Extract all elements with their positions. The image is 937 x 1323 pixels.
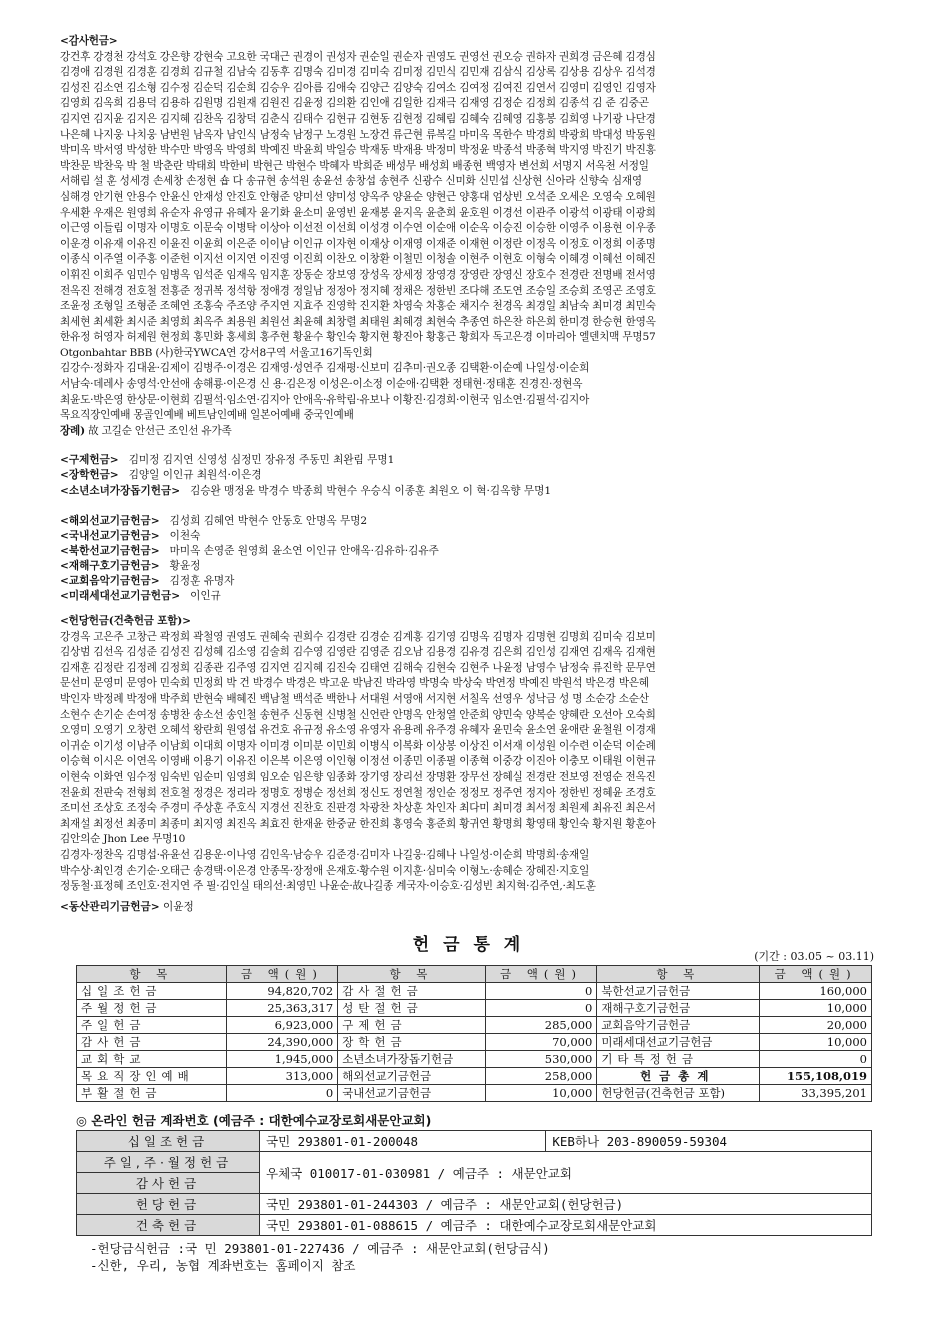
funeral-row xyxy=(60,424,880,440)
stats-header-row xyxy=(77,966,872,983)
offering-names: 이인규 xyxy=(190,590,221,602)
offering-row xyxy=(60,468,262,483)
offering-row xyxy=(60,544,439,559)
names-line: 최재설 최정선 최종미 최종미 최지영 최진옥 최효진 한재윤 한중균 한진희 홍영숙 홍준희 황귀연 황명희 황영태 황인숙 황지원 황훈아 xyxy=(60,817,656,830)
building-names-list xyxy=(60,630,880,895)
stats-item-amount: 258,000 xyxy=(485,1068,597,1085)
stats-row xyxy=(77,1085,872,1102)
section-header: <감사헌금> xyxy=(60,35,118,47)
offering-row xyxy=(60,514,367,529)
offering-label: <해외선교기금헌금> xyxy=(60,515,160,527)
account-row xyxy=(77,1215,872,1236)
building-offering-section xyxy=(60,614,880,895)
account-category: 십일조헌금 xyxy=(77,1131,260,1152)
offering-label: <미래세대선교기금헌금> xyxy=(60,590,181,602)
account-row xyxy=(77,1152,872,1173)
account-number: KEB하나 203-890059-59304 xyxy=(546,1131,872,1152)
offering-row xyxy=(60,559,200,574)
stats-item-label: 감사절헌금 xyxy=(338,983,485,1000)
account-number: 우체국 010017-01-030981 / 예금주 : 새문안교회 xyxy=(260,1152,872,1194)
stats-item-amount: 0 xyxy=(760,1051,872,1068)
stats-item-label: 장학헌금 xyxy=(338,1034,485,1051)
names-line: 서해림 설 훈 성세경 손세창 손정현 숍 다 송규현 송석원 송윤선 송창섭 송현주 신광수 신미화 신민섭 신상현 신아라 신향숙 심재영 xyxy=(60,175,642,188)
names-line: 이귀순 이기성 이남주 이남희 이대희 이명자 이미경 이미분 이민희 이병식 이복화 이상봉 이상진 이서재 이성원 이수련 이순덕 이순례 xyxy=(60,739,656,752)
note-line: -신한, 우리, 농협 계좌번호는 홈페이지 참조 xyxy=(90,1258,356,1273)
names-line: 강경옥 고은주 고창근 곽정희 곽철영 권영도 권혜숙 권희수 김경란 김경순 김계홍 김기영 김명옥 김명자 김명현 김명희 김미숙 김보미 xyxy=(60,630,656,643)
account-row xyxy=(77,1194,872,1215)
names-line: 박찬문 박찬욱 박 철 박춘란 박태희 박한비 박현근 박현수 박혜자 박희준 배성무 배성희 배종현 백영자 변선희 서명지 서옥천 서정일 xyxy=(60,159,649,172)
stats-item-label: 해외선교기금헌금 xyxy=(338,1068,485,1085)
stats-item-amount: 70,000 xyxy=(485,1034,597,1051)
stats-item-amount: 24,390,000 xyxy=(226,1034,338,1051)
offering-row xyxy=(60,453,394,468)
stats-row xyxy=(77,1000,872,1017)
names-line: 이휘진 이희주 임민수 임병옥 임석준 임재옥 임지훈 장동순 장보영 장성옥 장세정 장영경 장영란 장영신 장호수 전경란 전명배 전서영 xyxy=(60,268,656,281)
names-line: 심해경 안기현 안용수 안윤신 안재성 안진호 안형준 양미선 양미성 양옥주 양윤순 양현근 양홍대 엄상빈 오석준 오세은 오영숙 오혜원 xyxy=(60,190,656,203)
stats-row xyxy=(77,1068,872,1085)
stats-column-header: 항 목 xyxy=(77,966,227,983)
stats-item-amount: 155,108,019 xyxy=(760,1068,872,1085)
stats-item-amount: 530,000 xyxy=(485,1051,597,1068)
stats-title: 헌 금 통 계 xyxy=(412,935,525,955)
stats-item-label: 헌금총계 xyxy=(597,1068,760,1085)
offering-names: 김승완 맹정윤 박경수 박종희 박현수 우승식 이종훈 최원오 이 혁·김옥향 무명1 xyxy=(190,485,552,497)
stats-item-amount: 94,820,702 xyxy=(226,983,338,1000)
names-line: 조미선 조상호 조정숙 주경미 주상훈 주호식 지경선 진찬호 진판경 차광찬 차상훈 차인자 최다미 최미경 최서정 최원제 최유진 최은서 xyxy=(60,802,656,815)
names-line: 소현수 손기순 손여정 송병찬 송소선 송인철 송현주 신동현 신병철 신언란 안명옥 안청열 안준희 양민숙 양복순 양혜란 오선아 오숙희 xyxy=(60,708,656,721)
names-line: 우세환 우재은 원영희 유순자 유영규 유혜자 윤기화 윤소미 윤영빈 윤재봉 윤지옥 윤춘희 윤호원 이경선 이관주 이광석 이광태 이광희 xyxy=(60,206,656,219)
names-line: 김경애 김경원 김경훈 김경희 김규철 김남숙 김동후 김명숙 김미경 김미숙 김미정 김민식 김민재 김삼식 김상록 김상용 김상우 김석경 xyxy=(60,66,656,79)
offering-label: <교회음악기금헌금> xyxy=(60,575,160,587)
account-category: 건축헌금 xyxy=(77,1215,260,1236)
names-line: 이현숙 이화연 임수정 임숙빈 임순미 임영희 임오순 임은향 임종화 장기영 장리선 장명환 장무선 장혜실 전경란 전보영 전영순 전옥진 xyxy=(60,770,656,783)
stats-item-amount: 0 xyxy=(226,1085,338,1102)
offering-names: 김정훈 유명자 xyxy=(169,575,235,587)
offering-row xyxy=(60,589,221,604)
account-category: 주일,주·월정헌금 xyxy=(77,1152,260,1173)
section-header: <헌당헌금(건축헌금 포함)> xyxy=(60,615,191,627)
account-number: 국민 293801-01-200048 xyxy=(260,1131,546,1152)
offering-names: 황윤정 xyxy=(169,560,201,572)
stats-item-label: 주월정헌금 xyxy=(77,1000,227,1017)
offering-names: 마미옥 손영준 원영희 윤소연 이인규 안애옥·김유하·김유주 xyxy=(169,545,439,557)
stats-row xyxy=(77,1017,872,1034)
stats-item-amount: 0 xyxy=(485,1000,597,1017)
offering-label: <재해구호기금헌금> xyxy=(60,560,160,572)
stats-column-header: 금 액(원) xyxy=(226,966,338,983)
stats-item-label: 교회학교 xyxy=(77,1051,227,1068)
stats-item-label: 성탄절헌금 xyxy=(338,1000,485,1017)
names-line: 박수상·최인경 손기순·오태근 송경택·이은경 안종목·장정애 은재호·황수원 이지훈·심미숙 이형노·송혜순 장혜진·지호일 xyxy=(60,864,590,877)
online-accounts-title: ◎ 온라인 헌금 계좌번호 (예금주 : 대한예수교장로회새문안교회) xyxy=(76,1113,432,1128)
stats-item-amount: 313,000 xyxy=(226,1068,338,1085)
offering-names: 김양일 이인규 최원석·이은경 xyxy=(128,469,262,481)
funeral-names: 故 고길순 안선근 조인선 유가족 xyxy=(88,424,232,437)
names-line: 이운경 이유재 이유진 이윤진 이윤희 이은준 이이남 이인규 이자현 이재상 이재영 이재준 이재현 이정란 이정옥 이정호 이정희 이종명 xyxy=(60,237,656,250)
stats-item-amount: 0 xyxy=(485,983,597,1000)
stats-row xyxy=(77,983,872,1000)
stats-column-header: 항 목 xyxy=(338,966,485,983)
names-line: 김재훈 김정란 김정례 김정희 김종관 김주영 김지연 김지혜 김진숙 김태연 김해숙 김현숙 김현주 나윤정 남영수 남정숙 류진학 문무연 xyxy=(60,661,656,674)
names-line: 문선미 문영미 문영아 민숙희 민정희 박 건 박경수 박경은 박고운 박남진 박라영 박명숙 박상숙 박연정 박예진 박원석 박은경 박은혜 xyxy=(60,677,649,690)
offering-row xyxy=(60,484,551,499)
dongsan-label: <동산관리기금헌금> xyxy=(60,901,160,913)
names-line: 박인자 박정례 박정애 박주희 반현숙 배혜진 백남철 백석준 백한나 서대원 서영애 서지현 서칠옥 선영우 성낙금 성 명 소순강 소순산 xyxy=(60,692,649,705)
names-line: 김지연 김지윤 김지은 김지혜 김찬옥 김창덕 김춘식 김태수 김현규 김현동 김현정 김혜림 김혜숙 김혜영 김홍봉 김희영 나기광 나단경 xyxy=(60,112,656,125)
names-line: 김경자·정찬옥 김명섭·유윤선 김용운·이나영 김인옥·남승우 김준경·김미자 나길웅·김혜나 나일성·이순희 박명희·송재일 xyxy=(60,848,590,861)
stats-item-label: 목요직장인예배 xyxy=(77,1068,227,1085)
names-line: 이승혁 이시은 이연옥 이영배 이용기 이유진 이은복 이은영 이인형 이정선 이종민 이종필 이종혁 이중강 이진아 이충모 이태원 이현규 xyxy=(60,755,656,768)
stats-item-label: 재해구호기금헌금 xyxy=(597,1000,760,1017)
stats-item-amount: 25,363,317 xyxy=(226,1000,338,1017)
names-line: 나은혜 나지웅 나치웅 남번원 남옥자 남인식 남정숙 남정구 노경원 노장건 류근현 류복길 마미옥 목한수 박경희 박광희 박대성 박동원 xyxy=(60,128,656,141)
stats-item-amount: 10,000 xyxy=(485,1085,597,1102)
stats-item-label: 교회음악기금헌금 xyxy=(597,1017,760,1034)
names-line: 목요직장인예배 몽골인예배 베트남인예배 일본어예배 중국인예배 xyxy=(60,409,354,422)
stats-period: (기간 : 03.05 ~ 03.11) xyxy=(754,950,874,963)
stats-item-amount: 1,945,000 xyxy=(226,1051,338,1068)
stats-item-label: 기타특정헌금 xyxy=(597,1051,760,1068)
offering-row xyxy=(60,529,200,544)
stats-item-label: 주일헌금 xyxy=(77,1017,227,1034)
online-accounts-table xyxy=(76,1130,872,1236)
account-number: 국민 293801-01-244303 / 예금주 : 새문안교회(헌당헌금) xyxy=(260,1194,872,1215)
account-category: 감사헌금 xyxy=(77,1173,260,1194)
names-line: 김안의순 Jhon Lee 무명10 xyxy=(60,833,186,846)
stats-item-label: 십일조헌금 xyxy=(77,983,227,1000)
account-category: 헌당헌금 xyxy=(77,1194,260,1215)
names-line: 박미옥 박서영 박성한 박수만 박영옥 박영희 박예진 박윤희 박일승 박재동 박재용 박정미 박정윤 박종석 박종혁 박지영 박진기 박진홍 xyxy=(60,144,656,157)
account-row xyxy=(77,1131,872,1152)
names-line: 최세현 최세환 최시준 최영희 최옥주 최용원 최원선 최윤혜 최창렬 최태원 최혜경 최현숙 추종연 하은찬 하은희 한미경 한승현 한영옥 xyxy=(60,315,656,328)
offering-row xyxy=(60,574,234,589)
names-line: 서남숙·데레사 송영석·안선애 송해룡·이은경 신 용·김은정 이성은·이소정 이순애·김택환 정태현·정태훈 진경진·정현옥 xyxy=(60,378,583,391)
account-number: 국민 293801-01-088615 / 예금주 : 대한예수교장로회새문안교회 xyxy=(260,1215,872,1236)
names-line: 전윤희 전판숙 전형희 전호철 정경은 정리라 정명호 정병순 정선희 정신도 정연철 정인순 정정모 정주연 정지아 정한빈 정혜윤 조경호 xyxy=(60,786,656,799)
offering-label: <북한선교기금헌금> xyxy=(60,545,160,557)
funeral-label: 장례) xyxy=(60,424,85,437)
names-line: 김강수·정화자 김대윤·김제이 김병주·이경은 김재영·성연주 김재평·신보미 김추미·권오종 김택환·이순예 나일성·이순희 xyxy=(60,362,590,375)
names-line: 전옥진 전해경 전호철 전홍준 정귀복 정석항 정애경 정일남 정정아 정지혜 정채은 정한빈 조다해 조도연 조승일 조승희 조영곤 조영호 xyxy=(60,284,656,297)
names-line: 이근영 이들림 이명자 이명호 이문숙 이병탁 이상아 이선전 이선희 이성경 이수연 이순애 이순옥 이승진 이승한 이영주 이용현 이우종 xyxy=(60,222,656,235)
names-line: Otgonbahtar BBB (사)한국YWCA연 강서8구역 서울고16기독인회 xyxy=(60,346,373,359)
stats-item-amount: 10,000 xyxy=(760,1034,872,1051)
names-line: 한유정 허영자 허제원 현정희 홍민화 홍세희 홍주현 황윤수 황인숙 황지현 황진아 황홍근 황희자 독고은경 이마리아 엘덴치맥 무명57 xyxy=(60,331,656,344)
stats-item-amount: 10,000 xyxy=(760,1000,872,1017)
offering-label: <소년소녀가장돕기헌금> xyxy=(60,485,181,497)
names-line: 정동철·표정혜 조인호·전지연 주 필·김인실 태의선·최영민 나윤순·故나길종 계국자·이승호·김성빈 최지혁·김주연,·최도훈 xyxy=(60,880,596,893)
stats-item-label: 국내선교기금헌금 xyxy=(338,1085,485,1102)
stats-item-label: 헌당헌금(건축헌금 포함) xyxy=(597,1085,760,1102)
dongsan-offering xyxy=(60,900,880,915)
note-line: -헌당금식헌금 :국 민 293801-01-227436 / 예금주 : 새문안교회(헌당금식) xyxy=(90,1241,550,1256)
dongsan-names: 이윤정 xyxy=(163,901,194,913)
stats-item-amount: 285,000 xyxy=(485,1017,597,1034)
names-line: 조윤정 조형일 조형준 조혜연 조홍숙 주조양 주지연 지효주 진영학 진지환 차영숙 차홍순 채지수 천경옥 최경일 최남숙 최미경 최민숙 xyxy=(60,300,656,313)
stats-item-amount: 20,000 xyxy=(760,1017,872,1034)
names-line: 김상범 김선옥 김성준 김성진 김성혜 김소영 김술희 김수영 김영란 김영준 김오남 김용경 김유경 김은희 김인성 김재연 김재옥 김재현 xyxy=(60,646,656,659)
stats-item-amount: 160,000 xyxy=(760,983,872,1000)
stats-item-label: 구제헌금 xyxy=(338,1017,485,1034)
names-line: 오영미 오영기 오창련 오혜석 왕란희 원영섭 유건호 유규정 유소영 유영자 유용례 유주경 유혜자 윤민숙 윤소연 윤애란 윤철원 이경재 xyxy=(60,724,656,737)
offering-label: <국내선교기금헌금> xyxy=(60,530,160,542)
stats-row xyxy=(77,1034,872,1051)
stats-item-label: 소년소녀가장돕기헌금 xyxy=(338,1051,485,1068)
account-notes xyxy=(90,1240,550,1274)
stats-column-header: 금 액(원) xyxy=(760,966,872,983)
stats-row xyxy=(77,1051,872,1068)
names-line: 김성진 김소연 김소형 김수정 김순덕 김순희 김승우 김아름 김애숙 김양근 김양숙 김여소 김여정 김여진 김연서 김영미 김영인 김영자 xyxy=(60,81,656,94)
names-line: 김영희 김옥희 김용덕 김용하 김원명 김원재 김원진 김윤정 김의환 김인애 김일한 김재극 김재영 김정순 김정희 김종석 김 준 김중곤 xyxy=(60,97,649,110)
stats-item-amount: 6,923,000 xyxy=(226,1017,338,1034)
offering-label: <구제헌금> xyxy=(60,454,119,466)
offering-names: 이천숙 xyxy=(169,530,201,542)
stats-item-label: 감사헌금 xyxy=(77,1034,227,1051)
stats-item-amount: 33,395,201 xyxy=(760,1085,872,1102)
offering-names: 김미정 김지연 신영성 심정민 장유정 주동민 최완림 무명1 xyxy=(128,454,395,466)
offering-label: <장학헌금> xyxy=(60,469,119,481)
stats-column-header: 금 액(원) xyxy=(485,966,597,983)
names-line: 최윤도·박은영 한상문·이현희 김필석·임소연·김지아 안애옥·유학림·유보나 이황진·김경희·이현국 임소연·김필석·김지아 xyxy=(60,393,590,406)
names-line: 이종식 이주열 이주홍 이준헌 이지선 이지연 이진영 이진희 이찬오 이창환 이철민 이청솔 이현주 이현호 이형숙 이혜경 이혜선 이혜진 xyxy=(60,253,656,266)
stats-column-header: 항 목 xyxy=(597,966,760,983)
names-line: 강건후 강경천 강석호 강은향 강현숙 고요한 국대근 권경이 권성자 권순일 권순자 권영도 권영선 권오승 권하자 권희경 금은혜 김경심 xyxy=(60,50,656,63)
stats-item-label: 미래세대선교기금헌금 xyxy=(597,1034,760,1051)
stats-item-label: 북한선교기금헌금 xyxy=(597,983,760,1000)
stats-item-label: 부활절헌금 xyxy=(77,1085,227,1102)
thanks-names-list xyxy=(60,50,880,424)
offering-names: 김성희 김혜연 박현수 안동호 안명옥 무명2 xyxy=(169,515,368,527)
stats-table xyxy=(76,965,872,1102)
thanks-offering-section xyxy=(60,34,880,439)
